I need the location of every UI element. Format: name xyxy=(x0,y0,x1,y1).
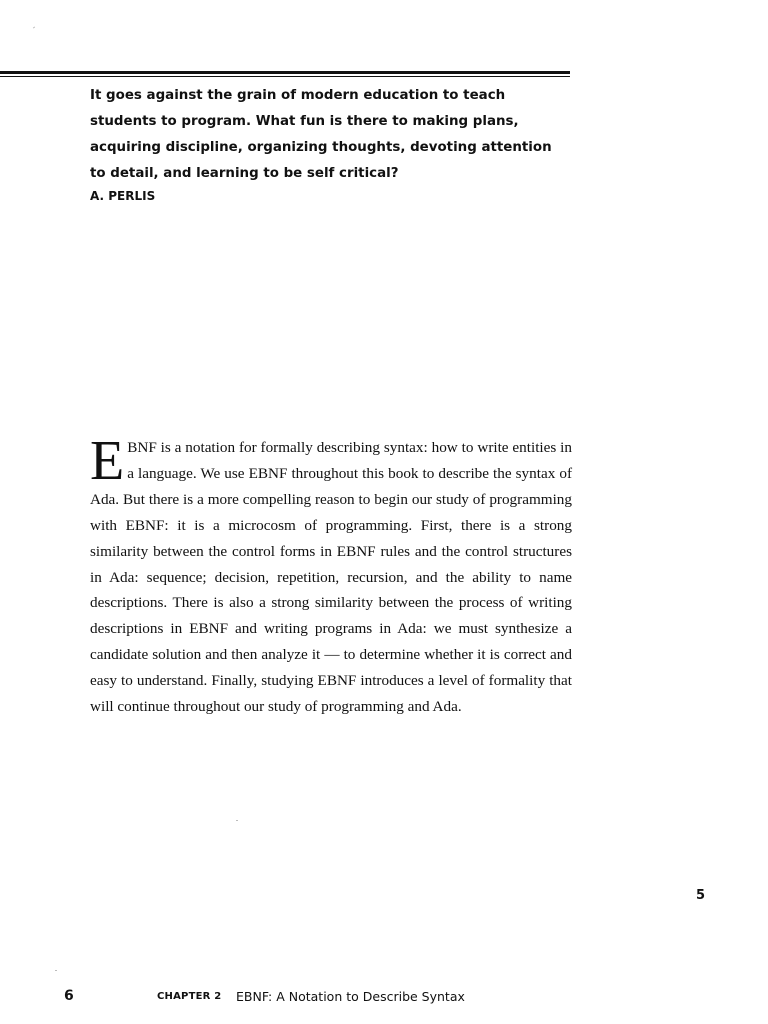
scan-speck xyxy=(55,970,57,971)
scan-speck xyxy=(33,26,35,28)
epigraph-author: A. PERLIS xyxy=(90,189,156,203)
footer-chapter-label: CHAPTER 2 xyxy=(157,991,222,1002)
header-rule-thick xyxy=(0,71,570,74)
body-paragraph-text: BNF is a notation for formally describing syntax: how to write entities in a language. We use EBNF throughout this book to describe the syntax of Ada. But there is a more compelling reason to begin our study of programming with EBNF: it is a microcosm of programming. First, there is a strong similarity between the control forms in EBNF rules and the control structures in Ada: sequence; decision, repetition, recursion, and the ability to name descriptions. There is also a strong similarity between the process of writing descriptions in EBNF and writing programs in Ada: we must synthesize a candidate solution and then analyze it — to determine whether it is correct and easy to understand. Finally, studying EBNF introduces a level of formality that will continue throughout our study of programming and Ada. xyxy=(90,439,572,716)
body-paragraph xyxy=(90,430,572,720)
scan-speck xyxy=(236,820,238,821)
epigraph-quote: It goes against the grain of modern education to teach students to program. What fun is there to making plans, acquiring discipline, organizing thoughts, devoting attention to detail, and learning to be self critical? xyxy=(90,88,552,181)
header-rule-thin xyxy=(0,76,570,77)
footer-page-number: 6 xyxy=(64,988,74,1004)
drop-cap: E xyxy=(90,430,125,492)
footer-chapter-title: EBNF: A Notation to Describe Syntax xyxy=(236,989,465,1004)
page-footer xyxy=(0,988,768,1008)
page-number: 5 xyxy=(696,888,706,903)
